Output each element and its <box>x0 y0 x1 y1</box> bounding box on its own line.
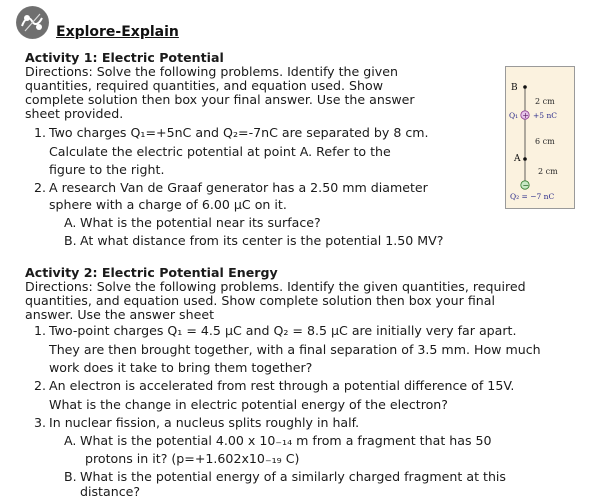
subitem-letter: B. <box>64 233 77 248</box>
subitem-line: What is the potential 4.00 x 10₋₁₄ m from a fragment that has 50 <box>80 433 492 448</box>
plus-sign: + <box>522 111 529 120</box>
q1-value: +5 nC <box>533 111 558 120</box>
item-line: A research Van de Graaf generator has a 2.50 mm diameter <box>49 180 428 195</box>
subitem-letter: A. <box>64 215 77 230</box>
item-number: 1. <box>34 323 47 338</box>
activity2-directions: Directions: Solve the following problems. Identify the given quantities, required quantities, and equation used. Show complete solution then box your final answer. Use the answer sheet <box>25 279 526 322</box>
point-b-dot <box>523 85 527 89</box>
item-line: What is the change in electric potential energy of the electron? <box>49 397 448 412</box>
item-line: In nuclear fission, a nucleus splits roughly in half. <box>49 415 360 430</box>
item-number: 1. <box>34 125 47 140</box>
subitem-line: protons in it? (p=+1.602x10₋₁₉ C) <box>85 451 300 466</box>
subitem-line: What is the potential energy of a similarly charged fragment at this <box>80 469 506 484</box>
q2-label: Q₂ = −7 nC <box>510 192 555 201</box>
activity1-title: Activity 1: Electric Potential <box>25 50 224 65</box>
activity1-directions: Directions: Solve the following problems. Identify the given quantities, required quantities, and equation used. Show complete solution then box your final answer. Use the answer sheet provided. <box>25 64 415 121</box>
point-b-label: B <box>511 83 518 93</box>
distance-bottom-label: 2 cm <box>538 167 558 176</box>
item-number: 2. <box>34 180 47 195</box>
activity2-header <box>25 266 595 322</box>
distance-top-label: 2 cm <box>535 97 555 106</box>
subitem-line: distance? <box>80 484 141 499</box>
subitem-text: At what distance from its center is the potential 1.50 MV? <box>80 233 444 248</box>
item-line: They are then brought together, with a final separation of 3.5 mm. How much <box>49 342 541 357</box>
charge-diagram <box>505 66 575 209</box>
subitem-letter: B. <box>64 469 77 484</box>
item-line: Two charges Q₁=+5nC and Q₂=-7nC are separated by 8 cm. <box>49 125 429 140</box>
item-number: 2. <box>34 378 47 393</box>
item-line: work does it take to bring them together? <box>49 360 313 375</box>
q1-label: Q₁ <box>509 111 519 120</box>
page-header: Explore-Explain <box>56 24 179 40</box>
point-a-label: A <box>514 154 521 164</box>
point-a-dot <box>523 157 527 161</box>
minus-sign: − <box>522 181 530 190</box>
item-line: figure to the right. <box>49 162 165 177</box>
logo-icon <box>16 6 49 39</box>
subitem-text: What is the potential near its surface? <box>80 215 321 230</box>
item-line: Two-point charges Q₁ = 4.5 µC and Q₂ = 8.5 µC are initially very far apart. <box>49 323 517 338</box>
subitem-letter: A. <box>64 433 77 448</box>
item-line: An electron is accelerated from rest through a potential difference of 15V. <box>49 378 515 393</box>
item-number: 3. <box>34 415 47 430</box>
item-line: sphere with a charge of 6.00 µC on it. <box>49 197 287 212</box>
item-line: Calculate the electric potential at point A. Refer to the <box>49 144 391 159</box>
distance-mid-label: 6 cm <box>535 137 555 146</box>
activity2-title: Activity 2: Electric Potential Energy <box>25 265 278 280</box>
